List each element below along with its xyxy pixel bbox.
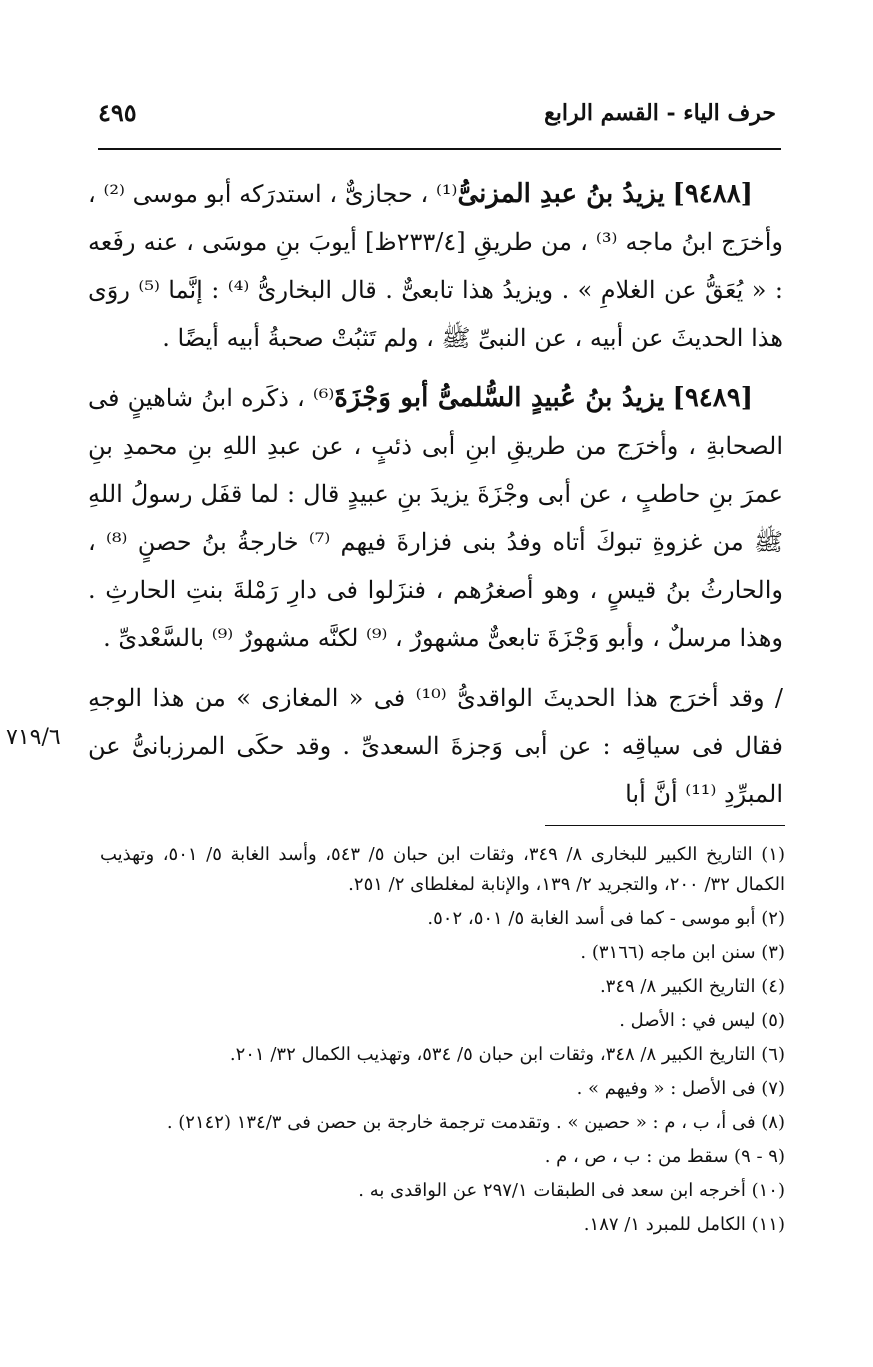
entry-9489 — [88, 374, 783, 662]
entry-text: ⁽¹⁾ ، حجازىٌّ ، استدرَكه أبو موسى ⁽²⁾ ، وأخرَج ابنُ ماجه ⁽³⁾ ، من طريقِ [٢٣٣/٤ظ] أيوبَ بنِ موسَى ، عنه رفَعه : « يُعَقُّ عن الغلامِ » . ويزيدُ هذا تابعىٌّ . قال البخارىُّ ⁽⁴⁾ : إنَّما ⁽⁵⁾ روَى هذا الحديثَ عن أبيه ، عن النبىِّ ﷺ ، ولم تَثبُتْ صحبةُ أبيه أيضًا . — [88, 180, 783, 352]
entry-number: [٩٤٨٩] — [672, 383, 753, 413]
entry-name: يزيدُ بنُ عُبيدٍ السُّلمىُّ أبو وَجْزَةَ — [334, 383, 665, 413]
footnote-9: (٩ - ٩) سقط من : ب ، ص ، م . — [544, 1146, 785, 1167]
entry-name: يزيدُ بنُ عبدِ المزنىُّ — [457, 179, 665, 209]
page-number: ٤٩٥ — [98, 98, 137, 127]
running-title: حرف الياء - القسم الرابع — [544, 100, 776, 126]
entry-9488 — [88, 170, 783, 362]
footnote-7: (٧) فى الأصل : « وفيهم » . — [576, 1078, 785, 1099]
footnote-10: (١٠) أخرجه ابن سعد فى الطبقات ٢٩٧/١ عن الواقدى به . — [358, 1180, 785, 1201]
footnote-3: (٣) سنن ابن ماجه (٣١٦٦) . — [580, 942, 785, 963]
footnote-6: (٦) التاريخ الكبير ٨/ ٣٤٨، وثقات ابن حبان ٥/ ٥٣٤، وتهذيب الكمال ٣٢/ ٢٠١. — [229, 1044, 785, 1065]
entry-number: [٩٤٨٨] — [672, 179, 753, 209]
header-divider — [98, 148, 781, 150]
footnote-divider — [545, 825, 785, 826]
footnote-8: (٨) فى أ، ب ، م : « حصين » . وتقدمت ترجمة خارجة بن حصن فى ١٣٤/٣ (٢١٤٢) . — [166, 1112, 785, 1133]
margin-reference: ٧١٩/٦ — [6, 725, 61, 750]
footnote-4: (٤) التاريخ الكبير ٨/ ٣٤٩. — [599, 976, 785, 997]
main-text — [88, 170, 783, 818]
continuation-paragraph — [88, 674, 783, 818]
footnote-11: (١١) الكامل للمبرد ١/ ١٨٧. — [583, 1214, 785, 1235]
footnote-2: (٢) أبو موسى - كما فى أسد الغابة ٥/ ٥٠١، ٥٠٢. — [427, 908, 785, 929]
entry-text: ⁽⁶⁾ ، ذكَره ابنُ شاهينٍ فى الصحابةِ ، وأخرَج من طريقِ ابنِ أبى ذئبٍ ، عن عبدِ اللهِ بنِ محمدِ بنِ عمرَ بنِ حاطبٍ ، عن أبى وجْزَةَ يزيدَ بنِ عبيدٍ قال : لما قفَل رسولُ اللهِ ﷺ من غزوةِ تبوكَ أتاه وفدُ بنى فزارةَ فيهم ⁽⁷⁾ خارجةُ بنُ حصنٍ ⁽⁸⁾ ، والحارثُ بنُ قيسٍ ، وهو أصغرُهم ، فنزَلوا فى دارِ رَمْلةَ بنتِ الحارثِ . وهذا مرسلٌ ، وأبو وَجْزَةَ تابعىٌّ مشهورٌ ، ⁽⁹⁾ لكنَّه مشهورٌ ⁽⁹⁾ بالسَّعْدىِّ . — [88, 384, 783, 652]
footnote-5: (٥) ليس في : الأصل . — [619, 1010, 785, 1031]
running-header — [98, 96, 776, 140]
footnote-1: (١) التاريخ الكبير للبخارى ٨/ ٣٤٩، وثقات ابن حبان ٥/ ٥٤٣، وأسد الغابة ٥/ ٥٠١، وتهذيب الكمال ٣٢/ ٢٠٠، والتجريد ٢/ ١٣٩، والإنابة لمغلطاى ٢/ ٢٥١. — [100, 844, 785, 895]
footnotes — [100, 840, 785, 1244]
entry-text: / وقد أخرَج هذا الحديثَ الواقدىُّ ⁽¹⁰⁾ فى « المغازى » من هذا الوجهِ فقال فى سياقِه : عن أبى وَجزةَ السعدىِّ . وقد حكَى المرزبانىُّ عن المبرِّدِ ⁽¹¹⁾ أنَّ أبا — [88, 684, 784, 808]
